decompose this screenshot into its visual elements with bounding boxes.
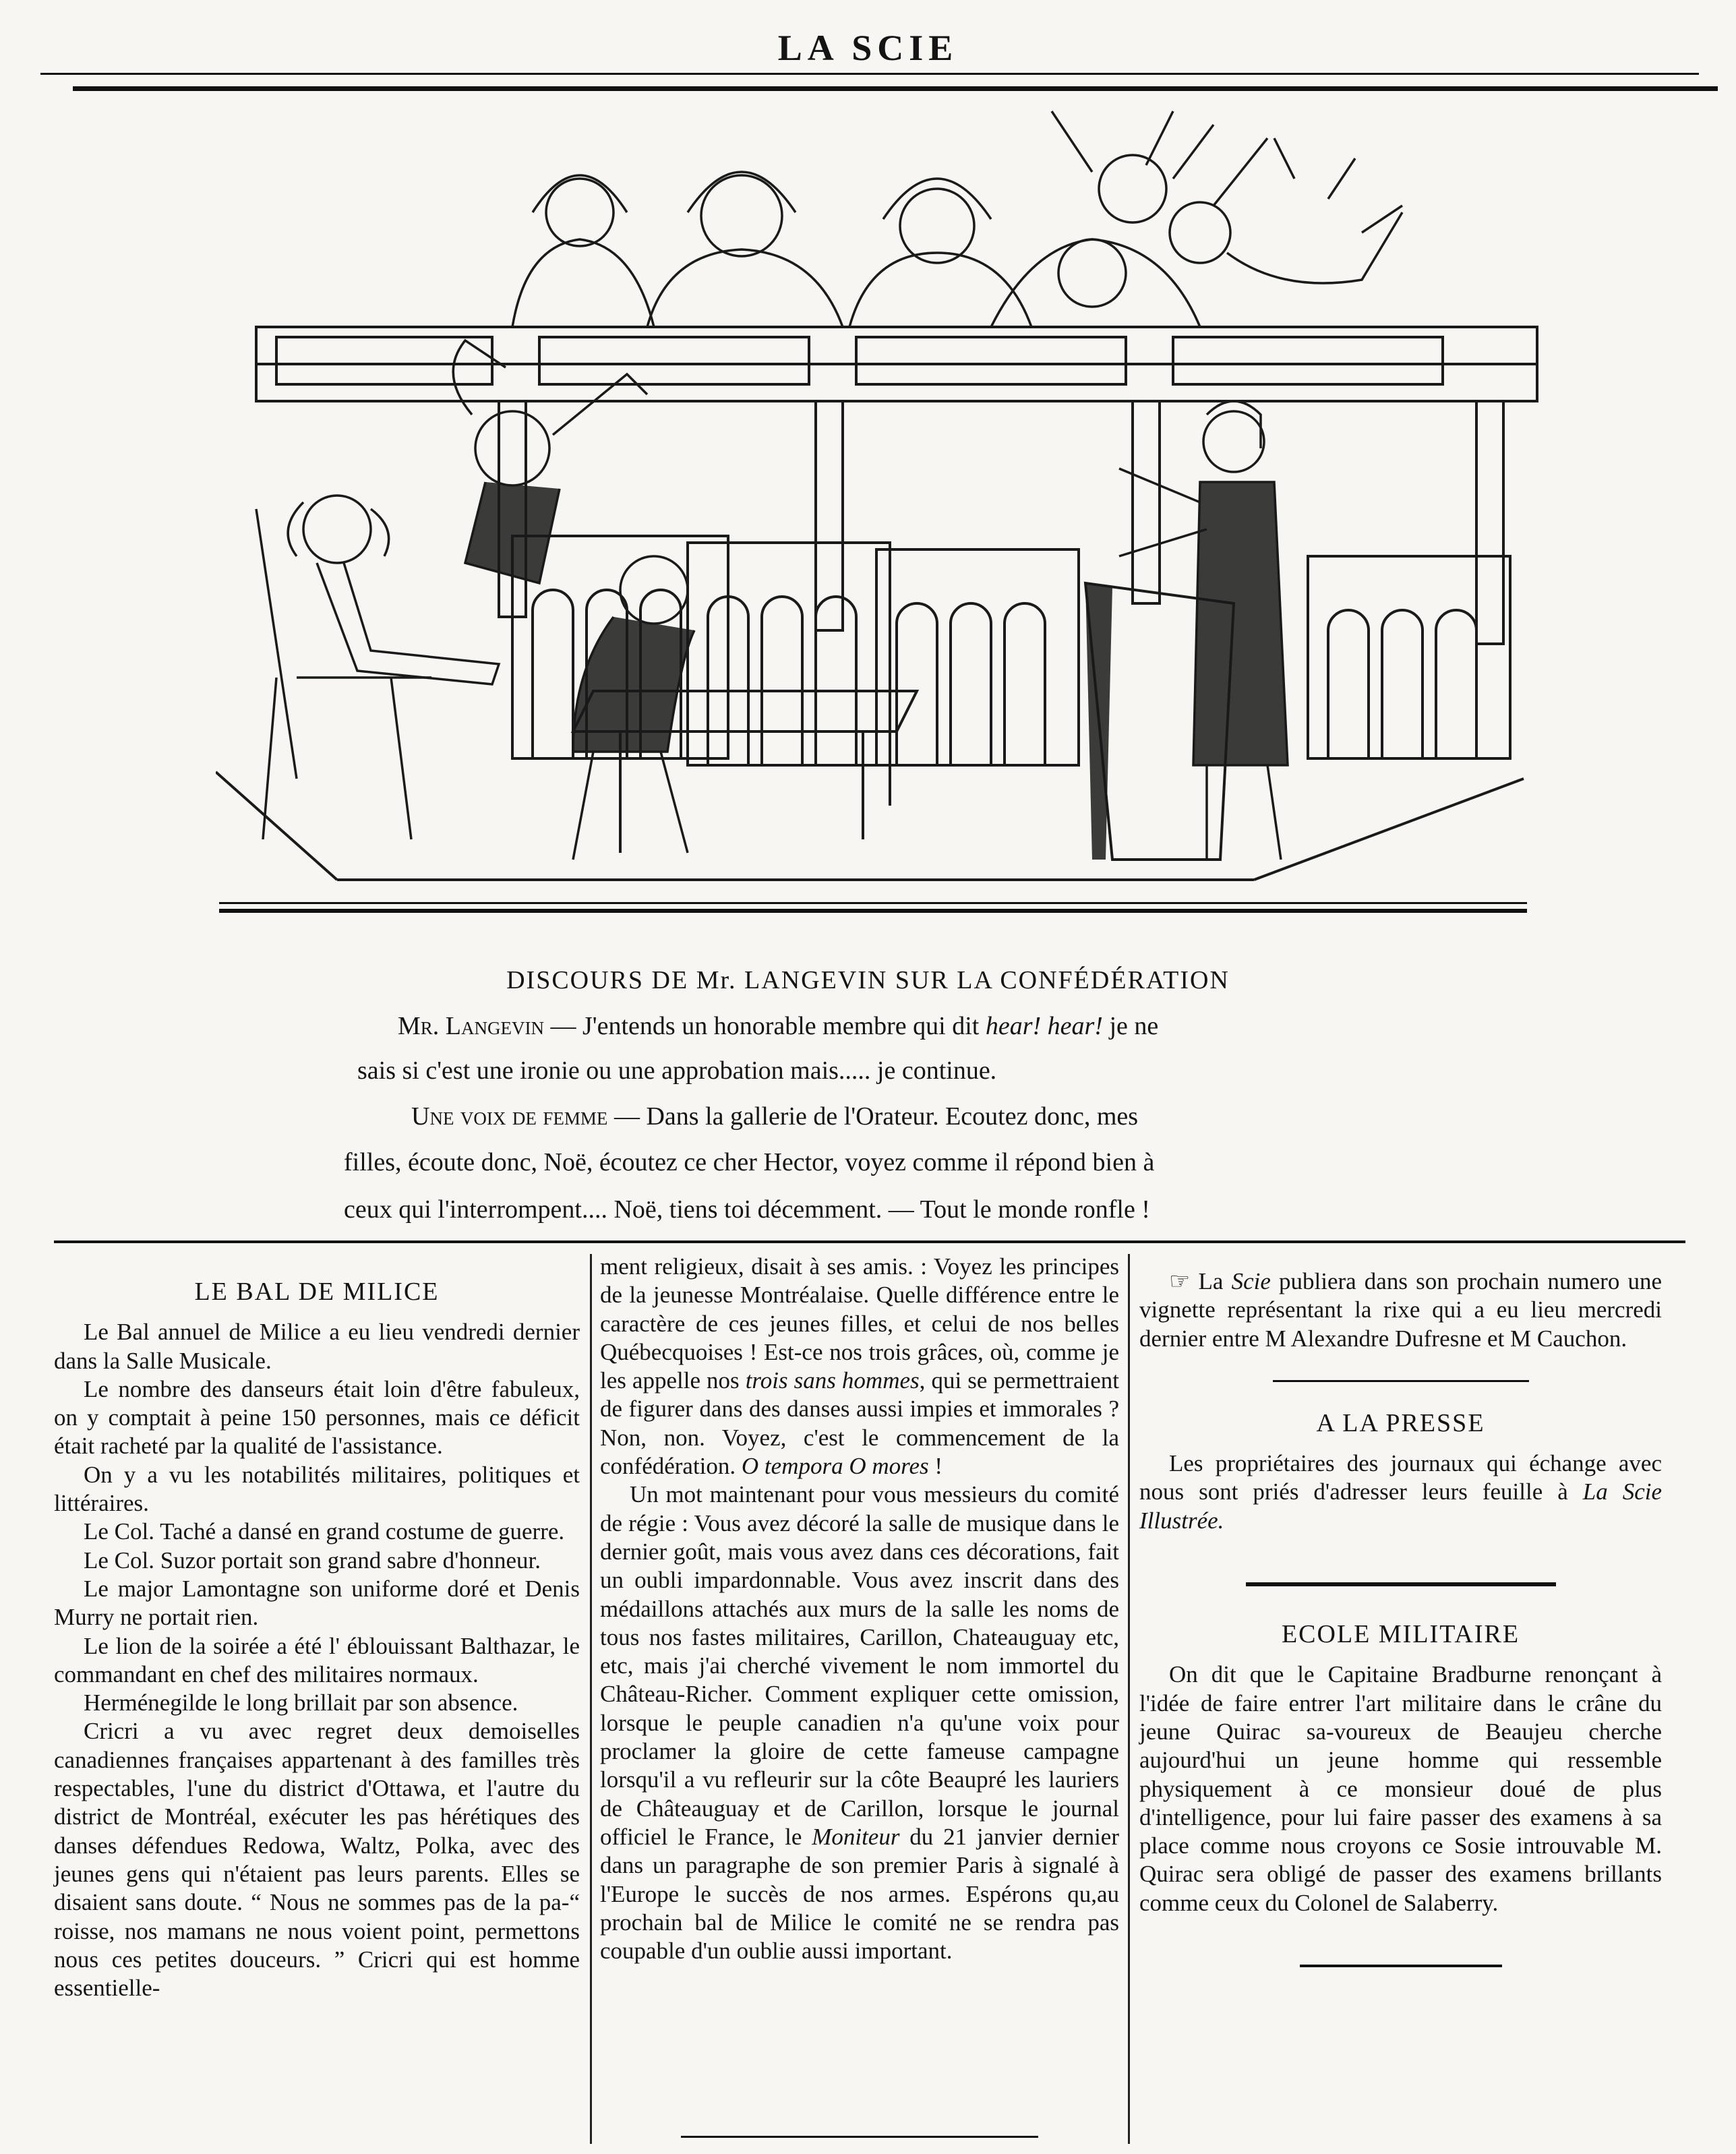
caption-line-1 bbox=[398, 1011, 1158, 1042]
col1-paragraph: Le nombre des danseurs était loin d'être fabuleux, on y comptait à peine 150 personnes, mais ce déficit était racheté par la qualité de l'assistance. bbox=[54, 1375, 580, 1460]
col3-ecole: On dit que le Capitaine Bradburne renonçant à l'idée de faire entrer l'art militaire dans le crâne du jeune Quirac sa-voureux de Beaujeu cherche aujourd'hui un jeune homme qui ressemble physiquement à ce monsieur doué de plus d'intelligence, pour lui faire passer des examens à sa place comme nous croyons ce Sosie introuvable M. Quirac sera obligé de passer des examens brillants comme ceux du Colonel de Salaberry. bbox=[1139, 1661, 1662, 1916]
heading-bal-de-milice: LE BAL DE MILICE bbox=[194, 1278, 440, 1306]
col1-paragraph: Le Col. Suzor portait son grand sabre d'honneur. bbox=[84, 1547, 541, 1574]
column-divider-1 bbox=[590, 1254, 592, 2144]
top-thin-rule bbox=[40, 73, 1699, 75]
col2-p2-b: du 21 janvier dernier dans un paragraphe de son premier Paris à signalé à l'Europe le succès de nos armes. Espérons qu,au prochain bal de Milice le comité ne se rendra pas coupable d'un oublie aussi important. bbox=[600, 1823, 1119, 1965]
col1-paragraph: Le Bal annuel de Milice a eu lieu vendredi dernier dans la Salle Musicale. bbox=[54, 1319, 580, 1374]
col2-paragraph-2 bbox=[600, 1480, 1119, 1965]
heading-ecole-militaire: ECOLE MILITAIRE bbox=[1281, 1620, 1520, 1649]
caption-line-3 bbox=[411, 1102, 1138, 1133]
col3-notice-em: Scie bbox=[1231, 1268, 1271, 1294]
col2-p1-a: ment religieux, disait à ses amis. : Voyez les principes de la jeunesse Montréalaise. Quelle différence entre le caractère de ces jeunes filles, et celui de nos belles Québecquoises ! Est-ce nos trois grâces, où, comme je les appelle nos bbox=[600, 1253, 1119, 1394]
col1-paragraph: Herménegilde le long brillait par son absence. bbox=[84, 1689, 518, 1716]
col3-notice-a: La bbox=[1198, 1268, 1232, 1294]
heading-a-la-presse: A LA PRESSE bbox=[1316, 1408, 1485, 1437]
columns-top-rule bbox=[54, 1240, 1685, 1243]
cartoon-engraving-icon bbox=[216, 98, 1551, 893]
col3-divider-2 bbox=[1246, 1582, 1556, 1586]
col3-notice bbox=[1139, 1267, 1662, 1353]
column-2 bbox=[600, 1253, 1119, 1965]
caption-title: DISCOURS DE Mr. LANGEVIN SUR LA CONFÉDÉRATION bbox=[506, 966, 1230, 994]
top-thick-rule bbox=[73, 86, 1718, 91]
col2-paragraph-1 bbox=[600, 1253, 1119, 1480]
illustration-bottom-rule-thick bbox=[219, 909, 1527, 913]
caption-line-5: ceux qui l'interrompent.... Noë, tiens toi décemment. — Tout le monde ronfle ! bbox=[344, 1195, 1150, 1224]
col1-paragraph: Le lion de la soirée a été l' éblouissant Balthazar, le commandant en chef des militaires normaux. bbox=[54, 1632, 580, 1687]
caption-line-2: sais si c'est une ironie ou une approbation mais..... je continue. bbox=[357, 1056, 997, 1085]
col3-presse-a: Les propriétaires des journaux qui échange avec nous sont priés d'adresser leurs feuille à bbox=[1139, 1450, 1662, 1505]
col1-paragraph: Le major Lamontagne son uniforme doré et Denis Murry ne portait rien. bbox=[54, 1575, 580, 1631]
col1-paragraph: Cricri a vu avec regret deux demoiselles canadiennes françaises appartenant à des familles très respectables, l'une du district d'Ottawa, et l'autre du district de Montréal, exécuter les pas hérétiques des danses défendues Redowa, Waltz, Polka, avec des jeunes gens qui n'étaient pas leurs parents. Elles se disaient sans doute. “ Nous ne sommes pas de la pa-“ roisse, nos mamans ne nous voient point, permettons nous ces petites douceurs. ” Cricri qui est homme essentielle- bbox=[54, 1718, 580, 2002]
col2-p1-em2: O tempora O mores bbox=[741, 1453, 929, 1480]
col2-p1-c: ! bbox=[928, 1453, 943, 1480]
column-1 bbox=[54, 1278, 580, 2002]
caption-line-1-a: — J'entends un honorable membre qui dit bbox=[544, 1012, 986, 1040]
caption-line-3-a: — Dans la gallerie de l'Orateur. Ecoutez donc, mes bbox=[607, 1102, 1139, 1131]
caption-line-1-em: hear! hear! bbox=[985, 1012, 1103, 1040]
caption-line-1-b: je ne bbox=[1102, 1012, 1159, 1040]
speaker-langevin: Mr. Langevin bbox=[398, 1012, 544, 1040]
col2-end-rule bbox=[681, 2136, 1038, 2138]
col2-p2-em: Moniteur bbox=[812, 1823, 900, 1850]
col2-p2-a: Un mot maintenant pour vous messieurs du comité de régie : Vous avez décoré la salle de musique dans le dernier goût, mais vous avez dans ces décorations, fait un oubli impardonnable. Vous avez inscrit dans des médaillons attachés aux murs de la salle les noms de tous nos fastes militaires, Carillon, Chateauguay etc, etc, mais j'ai cherché vivement le nom immortel du Château-Richer. Comment expliquer cette omission, lorsque le peuple canadien n'a qu'une voix pour proclamer la gloire de cette fameuse campagne lorsqu'il a vu refleurir sur la côte Beaupré les lauriers de Châteauguay et de Carillon, lorsque le journal officiel le France, le bbox=[600, 1481, 1119, 1850]
col2-p1-em1: trois sans hommes bbox=[745, 1367, 920, 1394]
speaker-femme: Une voix de femme bbox=[411, 1102, 608, 1131]
col3-presse bbox=[1139, 1449, 1662, 1535]
col3-divider-3 bbox=[1300, 1965, 1502, 1967]
pointing-hand-icon: ☞ bbox=[1169, 1268, 1191, 1294]
col1-paragraph: On y a vu les notabilités militaires, politiques et littéraires. bbox=[54, 1461, 580, 1517]
column-divider-2 bbox=[1128, 1254, 1130, 2144]
col2-p1-b: , qui se permettraient de figurer dans des danses aussi impies et immorales ? Non, non. Voyez, c'est le commencement de la confédération. bbox=[600, 1367, 1119, 1480]
col3-divider-1 bbox=[1273, 1380, 1529, 1382]
column-3 bbox=[1139, 1267, 1662, 1967]
col3-notice-b: publiera dans son prochain numero une vignette représentant la rixe qui a eu lieu mercredi dernier entre M Alexandre Dufresne et M Cauchon. bbox=[1139, 1268, 1662, 1352]
caption-line-4: filles, écoute donc, Noë, écoutez ce cher Hector, voyez comme il répond bien à bbox=[344, 1148, 1155, 1176]
masthead: LA SCIE bbox=[777, 28, 959, 68]
col3-presse-em: La Scie Illustrée. bbox=[1139, 1478, 1662, 1534]
illustration-bottom-rule-thin bbox=[219, 902, 1527, 904]
col1-paragraph: Le Col. Taché a dansé en grand costume de guerre. bbox=[84, 1518, 565, 1545]
